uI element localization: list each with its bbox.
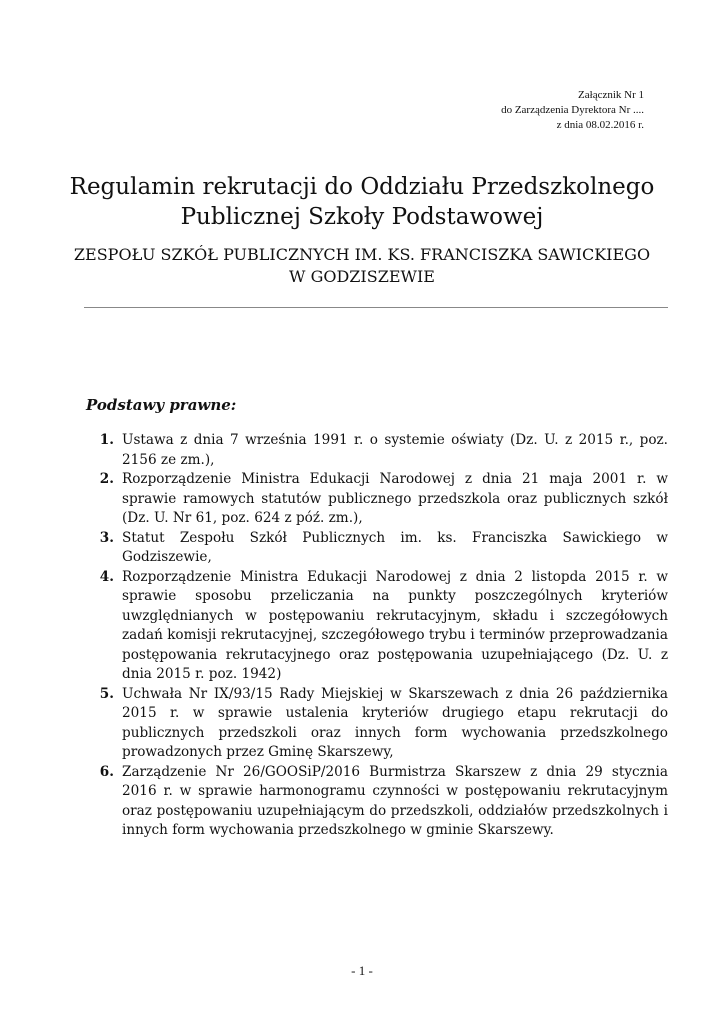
document-title	[40, 172, 684, 232]
attachment-line-2: do Zarządzenia Dyrektora Nr ....	[501, 104, 644, 116]
school-name	[40, 244, 684, 288]
list-item	[86, 529, 668, 568]
list-item-text: Uchwała Nr IX/93/15 Rady Miejskiej w Skarszewach z dnia 26 października 2015 r. w sprawie ustalenia kryteriów drugiego etapu rekrutacji do publicznych przedszkoli oraz innych form wychowania przedszkolnego prowadzonych przez Gminę Skarszewy,	[122, 685, 668, 760]
list-item-number: 3.	[99, 529, 114, 546]
list-item-text: Rozporządzenie Ministra Edukacji Narodowej z dnia 2 listopda 2015 r. w sprawie sposobu przeliczania na punkty poszczególnych kryteriów uwzględnianych w postępowaniu rekrutacyjnym, składu i szczegółowych zadań komisji rekrutacyjnej, szczegółowego trybu i terminów przeprowadzania postępowania rekrutacyjnego oraz postępowania uzupełniającego (Dz. U. z dnia 2015 r. poz. 1942)	[122, 568, 668, 682]
school-name-line-1: ZESPOŁU SZKÓŁ PUBLICZNYCH IM. KS. FRANCISZKA SAWICKIEGO	[73, 245, 651, 264]
list-item-text: Rozporządzenie Ministra Edukacji Narodowej z dnia 21 maja 2001 r. w sprawie ramowych statutów publicznego przedszkola oraz publicznych szkół (Dz. U. Nr 61, poz. 624 z póź. zm.),	[122, 471, 668, 526]
legal-basis-heading: Podstawy prawne:	[86, 396, 237, 414]
list-item-text: Statut Zespołu Szkół Publicznych im. ks. Franciszka Sawickiego w Godziszewie,	[122, 529, 668, 565]
list-item-text: Ustawa z dnia 7 września 1991 r. o systemie oświaty (Dz. U. z 2015 r., poz. 2156 ze zm.),	[122, 432, 668, 468]
divider	[84, 307, 668, 308]
list-item-number: 5.	[99, 685, 114, 702]
title-line-1: Regulamin rekrutacji do Oddziału Przedszkolnego	[69, 174, 655, 200]
title-line-2: Publicznej Szkoły Podstawowej	[180, 204, 544, 230]
attachment-line-3: z dnia 08.02.2016 r.	[556, 119, 644, 131]
list-item-number: 4.	[99, 568, 114, 585]
school-name-line-2: W GODZISZEWIE	[289, 267, 435, 286]
attachment-note	[501, 88, 644, 133]
list-item	[86, 568, 668, 685]
list-item-number: 1.	[99, 432, 114, 448]
list-item-number: 6.	[99, 763, 114, 780]
list-item-text: Zarządzenie Nr 26/GOOSiP/2016 Burmistrza Skarszew z dnia 29 stycznia 2016 r. w sprawie harmonogramu czynności w postępowaniu rekrutacyjnym oraz postępowaniu uzupełniającym do przedszkoli, oddziałów przedszkolnych i innych form wychowania przedszkolnego w gminie Skarszewy.	[122, 763, 668, 838]
list-item	[86, 685, 668, 763]
list-item	[86, 470, 668, 529]
page-number: - 1 -	[351, 963, 373, 978]
list-item	[86, 763, 668, 841]
attachment-line-1: Załącznik Nr 1	[578, 89, 644, 101]
list-item-number: 2.	[99, 471, 114, 487]
legal-basis-list	[86, 431, 668, 841]
list-item	[86, 431, 668, 470]
